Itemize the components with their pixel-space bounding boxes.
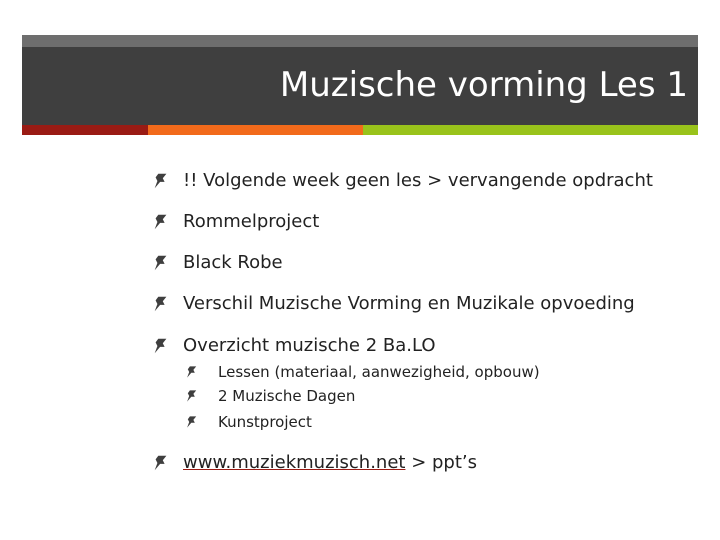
pushpin-icon (152, 454, 170, 472)
accent-bar-orange (148, 125, 363, 135)
bullet-item (152, 335, 436, 356)
bullet-text: Overzicht muzische 2 Ba.LO (183, 335, 436, 356)
pushpin-icon (152, 254, 170, 272)
slide-title: Muzische vorming Les 1 (279, 65, 688, 105)
bullet-item (152, 170, 653, 191)
sub-bullet-text: 2 Muzische Dagen (218, 387, 356, 405)
bullet-text: Black Robe (183, 252, 283, 273)
bullet-item (152, 252, 283, 273)
sub-bullet-item (185, 387, 355, 405)
bullet-item (152, 452, 477, 473)
sub-bullet-text: Lessen (materiaal, aanwezigheid, opbouw) (218, 363, 540, 381)
pushpin-icon (185, 365, 199, 379)
sub-bullet-item (185, 363, 540, 381)
pushpin-icon (152, 213, 170, 231)
title-band (22, 35, 698, 125)
pushpin-icon (152, 295, 170, 313)
website-link[interactable]: www.muziekmuzisch.net (183, 452, 406, 473)
accent-bar-red (22, 125, 148, 135)
bullet-item (152, 211, 319, 232)
bullet-text: Rommelproject (183, 211, 320, 232)
pushpin-icon (152, 172, 170, 190)
accent-bar-green (363, 125, 698, 135)
bullet-item (152, 293, 635, 314)
link-suffix-text: > ppt’s (405, 452, 478, 473)
pushpin-icon (185, 389, 199, 403)
bullet-text: !! Volgende week geen les > vervangende opdracht (183, 170, 653, 191)
sub-bullet-text: Kunstproject (218, 413, 312, 431)
pushpin-icon (185, 415, 199, 429)
bullet-text: Verschil Muzische Vorming en Muzikale opvoeding (183, 293, 635, 314)
sub-bullet-item (185, 413, 312, 431)
pushpin-icon (152, 337, 170, 355)
